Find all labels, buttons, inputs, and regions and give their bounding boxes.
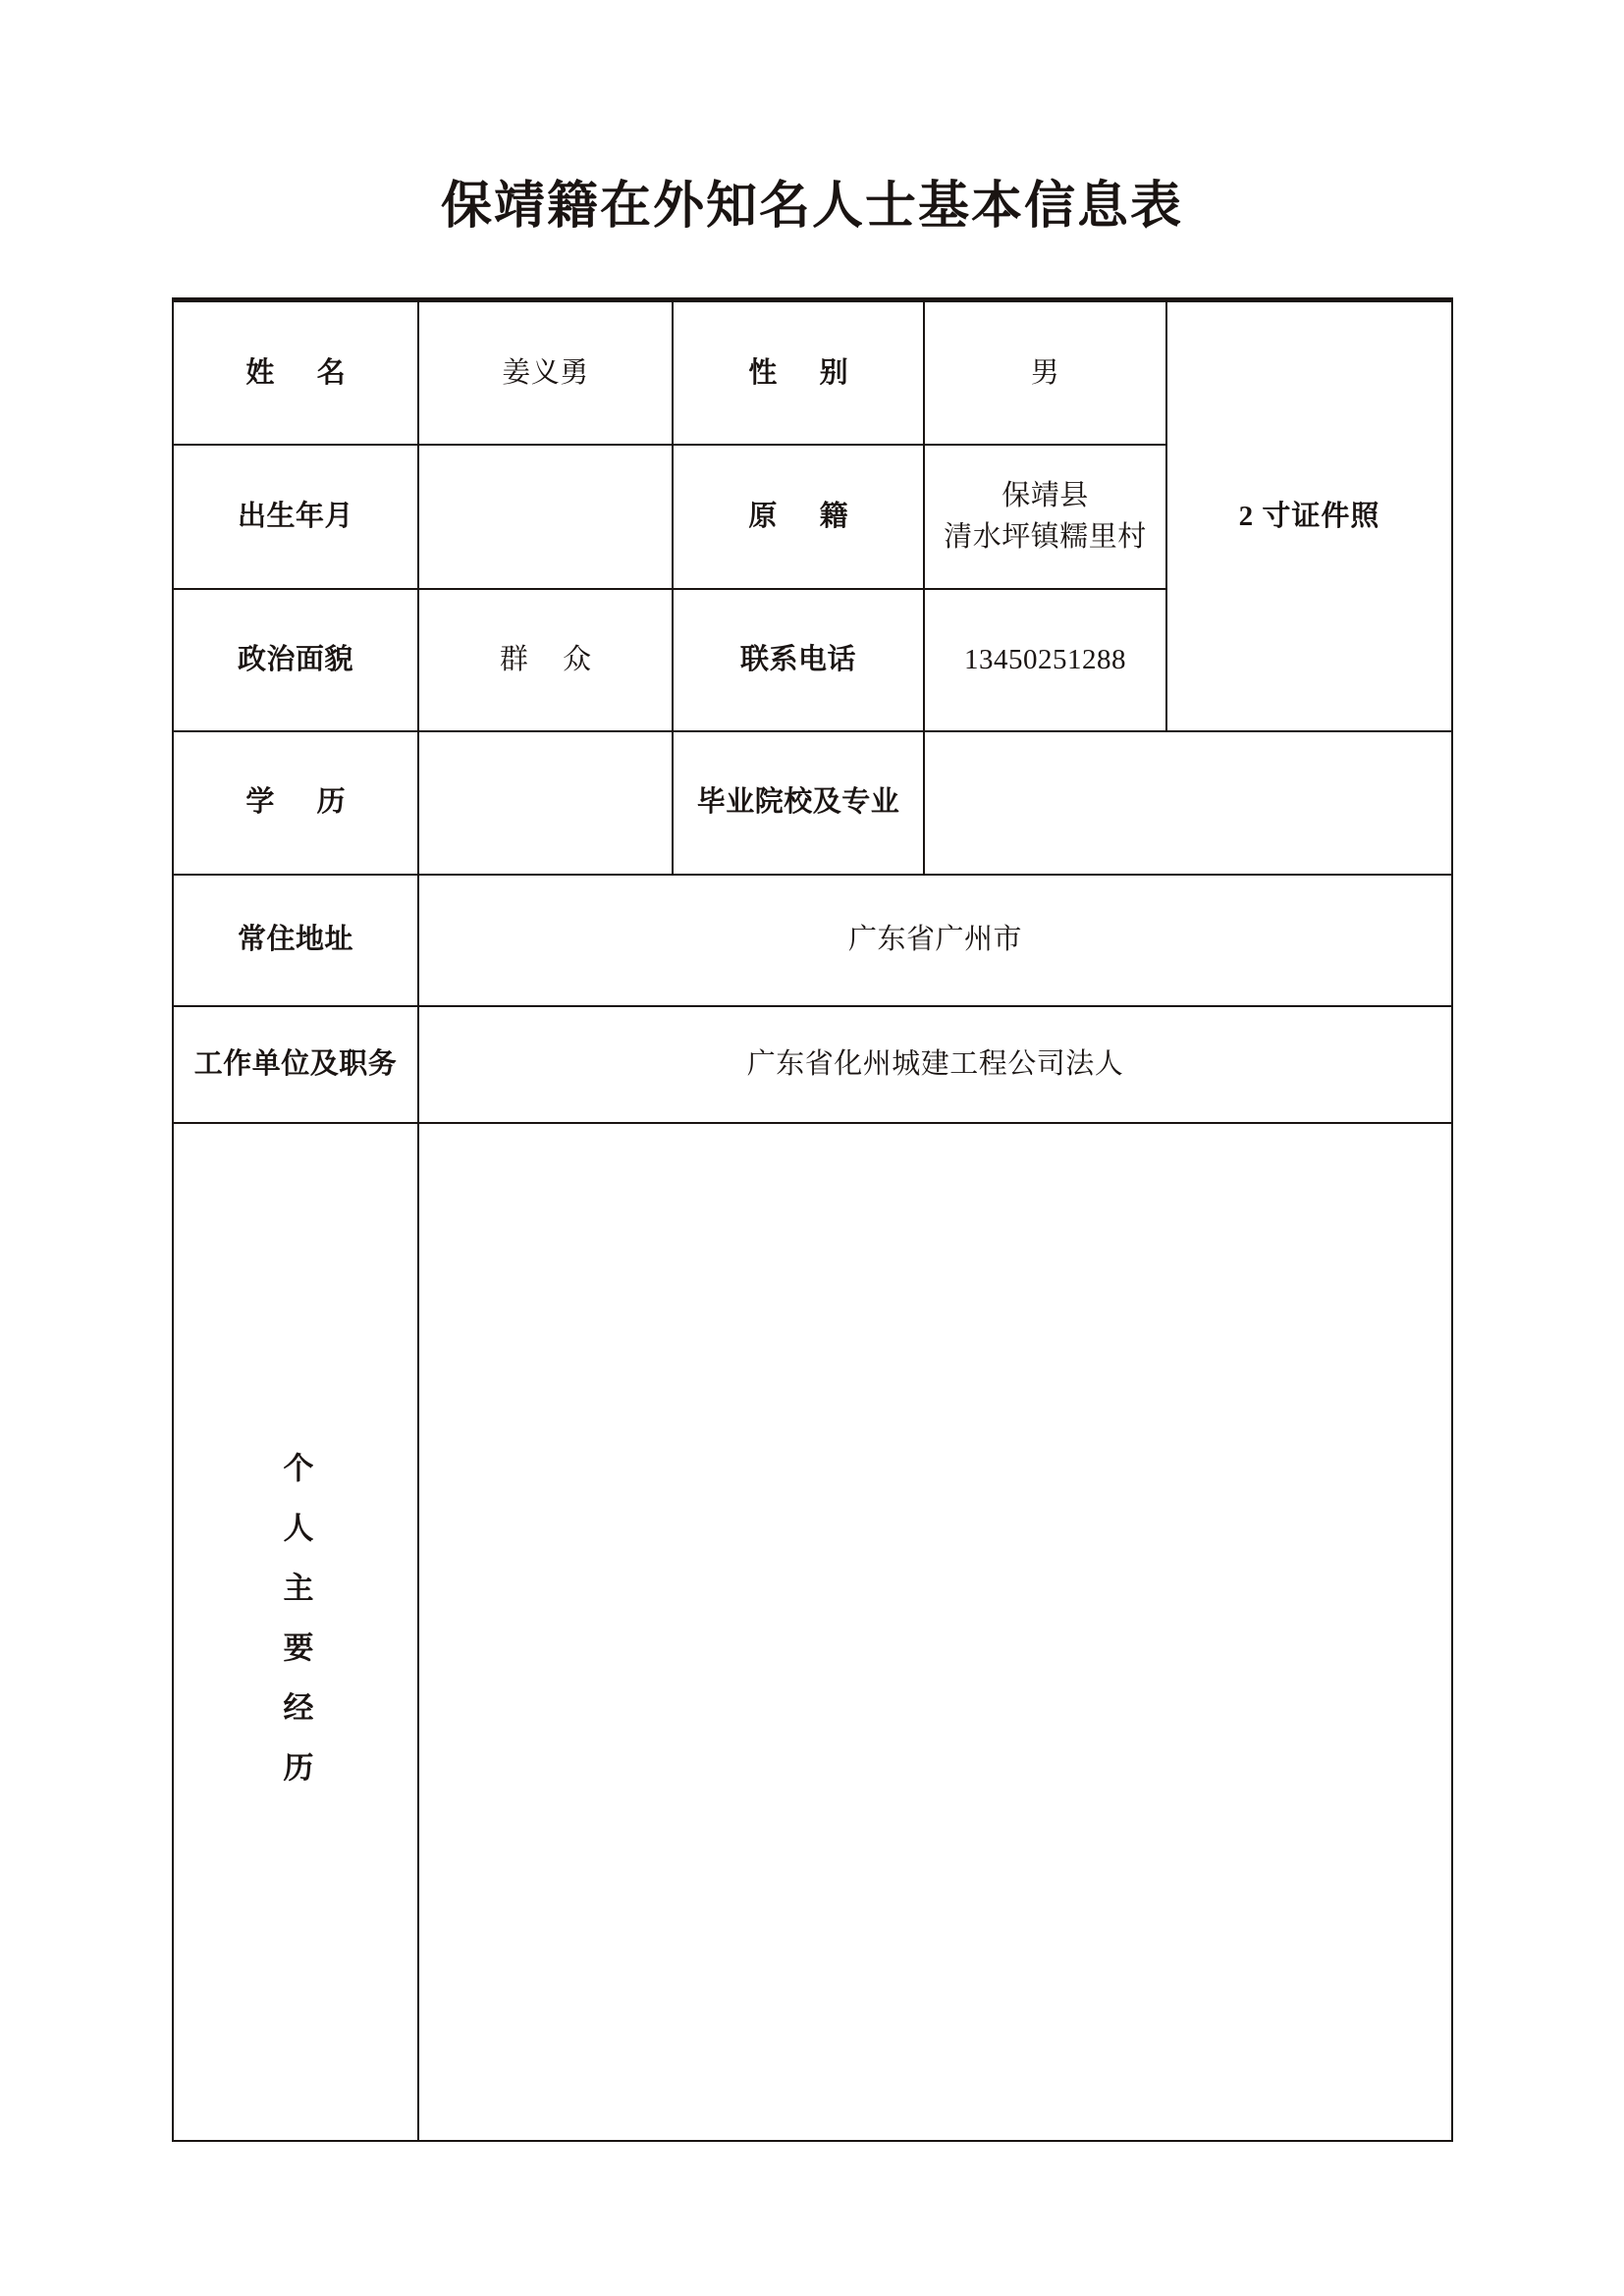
- value-birth-date[interactable]: [418, 445, 673, 589]
- table-row-education: [173, 731, 1452, 875]
- personal-information-form: [172, 297, 1453, 2142]
- vertical-label-wrapper: [174, 1452, 417, 1811]
- label-residence-address: 常住地址: [173, 875, 418, 1006]
- label-name: 姓 名: [173, 300, 418, 445]
- value-gender[interactable]: 男: [924, 300, 1166, 445]
- label-education: 学 历: [173, 731, 418, 875]
- label-gender: 性 别: [673, 300, 924, 445]
- value-work-unit-position[interactable]: 广东省化州城建工程公司法人: [418, 1006, 1452, 1123]
- table-row-name: [173, 300, 1452, 445]
- table-row-address: [173, 875, 1452, 1006]
- value-name[interactable]: 姜义勇: [418, 300, 673, 445]
- value-phone[interactable]: 13450251288: [924, 589, 1166, 731]
- value-education[interactable]: [418, 731, 673, 875]
- label-origin: 原 籍: [673, 445, 924, 589]
- page-title: 保靖籍在外知名人士基本信息表: [440, 179, 1183, 235]
- value-origin-line2: 清水坪镇糯里村: [944, 521, 1147, 553]
- table-row-work-unit: [173, 1006, 1452, 1123]
- label-personal-experience: 个人主要经历: [278, 1452, 313, 1811]
- photo-placeholder-cell[interactable]: 2 寸证件照: [1166, 300, 1452, 731]
- label-personal-experience-cell: [173, 1123, 418, 2141]
- label-school-major: 毕业院校及专业: [673, 731, 924, 875]
- value-origin-line1: 保靖县: [1001, 479, 1089, 511]
- value-personal-experience[interactable]: [418, 1123, 1452, 2141]
- label-birth-date: 出生年月: [173, 445, 418, 589]
- label-political-status: 政治面貌: [173, 589, 418, 731]
- value-origin[interactable]: [924, 445, 1166, 589]
- value-political-status[interactable]: 群 众: [418, 589, 673, 731]
- value-school-major[interactable]: [924, 731, 1452, 875]
- label-phone: 联系电话: [673, 589, 924, 731]
- value-residence-address[interactable]: 广东省广州市: [418, 875, 1452, 1006]
- label-work-unit-position: 工作单位及职务: [173, 1006, 418, 1123]
- table-row-experience: [173, 1123, 1452, 2141]
